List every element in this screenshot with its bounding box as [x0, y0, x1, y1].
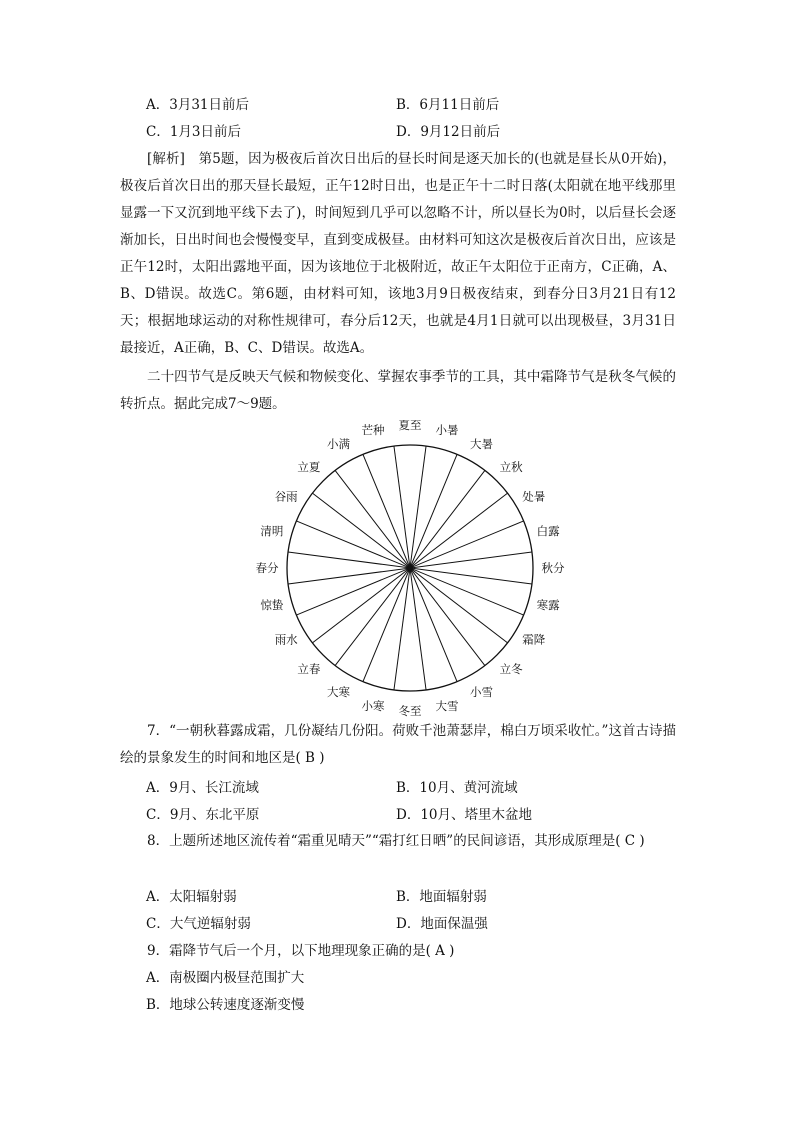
solar-term-label: 小暑 — [435, 422, 459, 437]
q7-option-d: D．10月、塔里木盆地 — [396, 807, 533, 823]
solar-term-label: 立夏 — [297, 459, 321, 474]
option-d-prev: D．9月12日前后 — [396, 124, 501, 140]
intro-paragraph: 二十四节气是反映天气候和物候变化、掌握农事季节的工具，其中霜降节气是秋冬气候的转折点。据此完成7～9题。 — [120, 369, 676, 412]
q8-option-b: B．地面辐射弱 — [396, 889, 487, 905]
q8-option-c: C．大气逆辐射弱 — [146, 916, 251, 932]
option-b-prev: B．6月11日前后 — [396, 97, 500, 113]
solar-term-label: 谷雨 — [274, 489, 298, 504]
option-a-prev: A．3月31日前后 — [146, 97, 250, 113]
q9-option-a: A．南极圈内极昼范围扩大 — [146, 970, 305, 986]
solar-term-label: 大寒 — [327, 684, 350, 699]
q7-stem: 7．“一朝秋暮露成霜，几份凝结几份阳。荷败千池萧瑟岸，棉白万顷采收忙。”这首古诗描绘的景象发生的时间和地区是( B ) — [120, 723, 676, 766]
q7-option-c: C．9月、东北平原 — [146, 807, 260, 823]
solar-term-label: 立冬 — [499, 662, 523, 677]
q8-option-a: A．太阳辐射弱 — [146, 889, 237, 905]
solar-term-label: 寒露 — [536, 598, 560, 612]
solar-term-label: 惊蛰 — [260, 598, 284, 612]
solar-term-label: 雨水 — [274, 632, 298, 647]
solar-term-label: 芒种 — [361, 422, 385, 437]
solar-term-label: 霜降 — [522, 632, 546, 647]
q7-option-b: B．10月、黄河流域 — [396, 780, 518, 796]
solar-term-label: 立秋 — [499, 459, 523, 474]
solar-term-label: 立春 — [297, 662, 321, 677]
solar-term-label: 白露 — [536, 524, 560, 538]
solar-term-label: 小雪 — [470, 684, 493, 699]
solar-term-label: 秋分 — [541, 561, 565, 575]
solar-term-label: 大雪 — [435, 699, 459, 714]
q9-option-b: B．地球公转速度逐渐变慢 — [146, 997, 305, 1013]
solar-term-label: 小满 — [327, 437, 350, 452]
q8-option-d: D．地面保温强 — [396, 916, 488, 932]
analysis-paragraph: [解析] 第5题，因为极夜后首次日出后的昼长时间是逐天加长的(也就是昼长从0开始)，极夜后首次日出的那天昼长最短，正午12时日出，也是正午十二时日落(太阳就在地平线那里显露一下又沉到地平线下去了)，时间短到几乎可以忽略不计，所以昼长为0时，以后昼长会逐渐加长，日出时间也会慢慢变早，直到变成极昼。由材料可知这次是极夜后首次日出，应该是正午12时，太阳出露地平面，因为该地位于北极附近，故正午太阳位于正南方，C正确，A、B、D错误。故选C。第6题，由材料可知，该地3月9日极夜结束，到春分日3月21日有12天；根据地球运动的对称性规律可，春分后12天，也就是4月1日就可以出现极昼，3月31日最接近，A正确，B、C、D错误。故选A。 — [120, 151, 676, 356]
solar-term-label: 冬至 — [398, 704, 422, 718]
solar-term-label: 小寒 — [361, 699, 385, 714]
q9-stem: 9．霜降节气后一个月，以下地理现象正确的是( A ) — [147, 943, 455, 959]
solar-term-label: 夏至 — [398, 420, 422, 432]
option-c-prev: C．1月3日前后 — [146, 124, 242, 140]
solar-terms-diagram — [250, 420, 570, 720]
solar-term-label: 大暑 — [470, 437, 493, 452]
diagram-center — [407, 565, 413, 571]
solar-term-label: 清明 — [260, 524, 284, 538]
q8-stem: 8．上题所述地区流传着“霜重见晴天”“霜打红日晒”的民间谚语，其形成原理是( C ) — [147, 833, 645, 849]
q7-option-a: A．9月、长江流域 — [146, 780, 259, 796]
solar-term-label: 处暑 — [522, 489, 546, 504]
solar-term-label: 春分 — [255, 561, 279, 575]
